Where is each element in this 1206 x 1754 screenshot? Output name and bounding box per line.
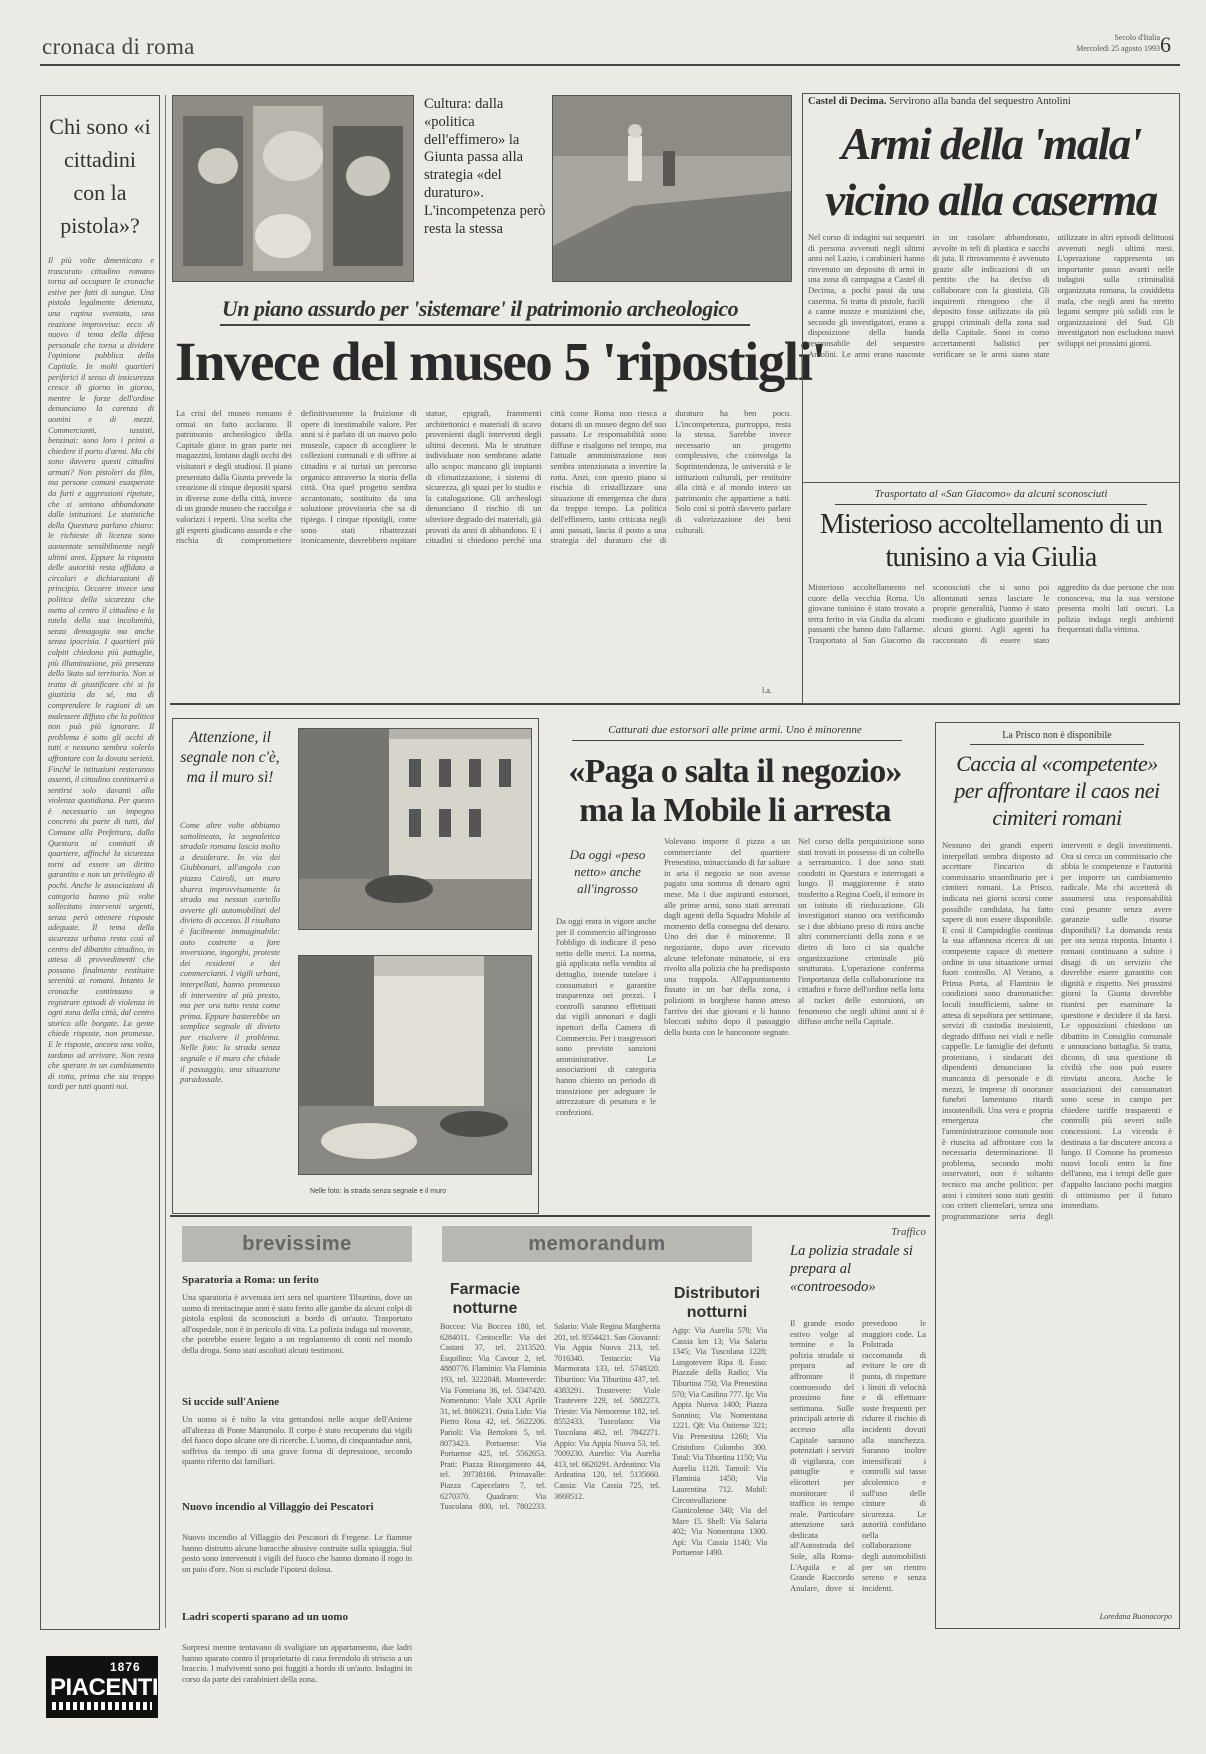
weapons-body: Nel corso di indagini sui sequestri di persona avvenuti negli ultimi anni nel Lazio, i carabinieri hanno rinvenuto un deposito di armi in una zona di campagna a Castel di Decima, a pochi passi da una caserma. Si tratta di pistole, fucili a canne mozze e munizioni che, secondo gli investigatori, erano a disposizione della banda responsabile del sequestro Antolini. Le armi erano nascoste in un casolare abbandonato, avvolte in teli di plastica e sacchi di juta. Il ritrovamento è avvenuto grazie alle indicazioni di un pentito che ha deciso di collaborare con la giustizia. Gli inquirenti ritengono che il deposito fosse utilizzato da più gruppi criminali della zona sud della Capitale. Sono in corso accertamenti balistici per verificare se le armi siano state utilizzate in altri episodi delittuosi avvenuti negli ultimi mesi. L'operazione rappresenta un importante passo avanti nelle indagini sulla criminalità organizzata romana, la cosiddetta mala, che negli anni ha stretto legami sempre più solidi con le organizzazioni del Sud. Gli investigatori non escludono nuovi sviluppi nei prossimi giorni. [808,232,1174,359]
stabbing-headline: Misterioso accoltellamento di un tunisino a via Giulia [819,509,1163,573]
extortion-kicker: Catturati due estorsori alle prime armi. Uno è minorenne [608,724,862,736]
museum-photo-right [552,95,792,282]
weapons-headline: Armi della 'mala' vicino alla caserma [825,119,1157,225]
museum-signature: l.a. [762,686,772,695]
paper-name: Secolo d'Italia [1114,33,1160,42]
street-photo-bottom [298,955,532,1175]
sidebar-rule [165,95,166,1628]
advert-name: PIACENTI [50,1674,159,1701]
museum-headline: Invece del museo 5 'ripostigli' [175,331,826,392]
street-photo-top [298,728,532,930]
brief-title-1: Sparatoria a Roma: un ferito [182,1274,319,1286]
brief-body-1: Una sparatoria è avvenuta ieri sera nel quartiere Tiburtino, dove un uomo di trentacinque anni è stato ferito alle gambe da alcuni colpi di pistola esplosi da sconosciuti a bordo di un'auto. Trasportato all'ospedale, non è in pericolo di vita. La polizia indaga sul movente, che potrebbe essere legato a un regolamento di conti nel mondo della droga. Sono stati ascoltati alcuni testimoni. [182,1292,412,1355]
brief-title-3: Nuovo incendio al Villaggio dei Pescatori [182,1501,374,1513]
header-rule [40,64,1180,66]
brief-body-4: Sorpresi mentre tentavano di svaligiare un appartamento, due ladri hanno sparato contro il proprietario di casa ferendolo di striscio a un braccio. I malviventi sono poi fuggiti a bordo di un'auto. Indagini in corso da parte dei carabinieri della zona. [182,1642,412,1684]
museum-body: La crisi del museo romano è ormai un fatto acclarato. Il patrimonio archeologico della Capitale giace in gran parte nei magazzini, lontano dagli occhi dei visitatori e degli studiosi. Il piano presentato dalla Giunta prevede la creazione di cinque depositi sparsi in diverse zone della città, invece di un grande museo che raccolga e valorizzi i reperti. Una scelta che gli esperti giudicano assurda e che rischia di compromettere definitivamente la fruizione di opere di inestimabile valore. Per anni si è parlato di un nuovo polo museale, capace di accogliere le collezioni comunali e di offrire ai cittadini e ai turisti un percorso organico attraverso la storia della città. Ora quel progetto sembra accantonato, sostituito da una soluzione provvisoria che sa di ripiego. I cinque ripostigli, come sono stati ribattezzati ironicamente, dovrebbero ospitare statue, epigrafi, frammenti architettonici e materiali di scavo provenienti dagli interventi degli ultimi decenni. Ma le strutture individuate non sembrano adatte allo scopo: mancano gli impianti di climatizzazione, i sistemi di sicurezza, gli spazi per lo studio e la catalogazione. Gli archeologi denunciano il rischio di un ulteriore degrado dei materiali, già provati da anni di abbandono. E i cittadini si chiedono perché una città come Roma non riesca a dotarsi di un museo degno del suo passato. Le responsabilità sono diffuse e risalgono nel tempo, ma l'attuale amministrazione non sembra intenzionata a invertire la rotta. Anzi, con questo piano si rischia di cristallizzare una situazione di emergenza che dura da troppo tempo. La politica dell'effimero, tanto criticata negli anni passati, lascia il posto a una strategia del duraturo che di duraturo ha ben poco. L'incompetenza, purtroppo, resta la stessa. Sarebbe invece necessario un progetto complessivo, che coinvolga la Soprintendenza, le università e le istituzioni culturali, per restituire alla città e al mondo intero un patrimonio che appartiene a tutti. Solo così si potrà davvero parlare di valorizzazione dei beni culturali. [176,408,791,546]
cemetery-headline: Caccia al «competente» per affrontare il caos nei cimiteri romani [954,751,1160,830]
extortion-kicker-underline [572,740,902,741]
cemetery-kicker-underline [970,744,1144,745]
traffic-body: Il grande esodo estivo volge al termine e la polizia stradale si prepara ad affrontare il controesodo del prossimo fine settimana. Sulle principali arterie di accesso alla Capitale saranno potenziati i servizi di vigilanza, con pattuglie e elicotteri per monitorare il traffico in tempo reale. Particolare attenzione sarà dedicata all'Autostrada del Sole, alla Roma-L'Aquila e al Grande Raccordo Anulare, dove si prevedono le maggiori code. La Polstrada raccomanda di evitare le ore di punta, di rispettare i limiti di velocità e di effettuare soste frequenti per ridurre il rischio di incidenti dovuti alla stanchezza. Saranno inoltre intensificati i controlli sul tasso alcolemico e sull'uso delle cinture di sicurezza. Le autorità confidano nella collaborazione degli automobilisti per un rientro sereno e senza incidenti. [790,1318,926,1593]
sidebar-headline: Chi sono «i cittadini con la pistola»? [49,114,151,238]
brief-title-4: Ladri scoperti sparano ad un uomo [182,1611,348,1623]
advert-stripe [52,1702,152,1710]
section-title: cronaca di roma [42,34,195,59]
wall-headline: Attenzione, il segnale non c'è, ma il muro sì! [180,729,280,786]
traffic-headline: La polizia stradale si prepara al «controesodo» [790,1243,913,1295]
fuel-list: Agip: Via Aurelia 570; Via Cassia km 13; Via Salaria 1345; Via Tuscolana 1228; Lungotevere Ripa 8. Esso: Piazzale della Radio; Via Tiburtina 750; Via Prenestina 570; Via Casilina 777. Ip: Via Appia Nuova 1400; Piazza Sonnino; Via Nomentana 1221. Q8: Via Ostiense 321; Via Prenestina 1260; Via Cristoforo Colombo 300. Total: Via Tiburtina 1150; Via Aurelia 1120. Tamoil: Via Flaminia 1450; Via Laurentina 712. Mobil: Circonvallazione Gianicolense 340; Via del Mare 15. Shell: Via Salaria 402; Via Nomentana 1300. Api: Via Cassia 1140; Via Portuense 1490. [672,1326,767,1558]
pharmacies-list: Boccea: Via Boccea 180, tel. 6284011. Centocelle: Via dei Castani 37, tel. 2313520. Esquilino: Via Cavour 2, tel. 4880776. Flaminio: Via Flaminia 193, tel. 3222048. Monteverde: Via Fonteiana 36, tel. 5347420. Nomentano: Viale XXI Aprile 31, tel. 8606231. Ostia Lido: Via Pietro Rosa 42, tel. 5622206. Parioli: Via Bertoloni 5, tel. 8073423. Portuense: Via Portuense 425, tel. 5562653. Prati: Piazza Risorgimento 44, tel. 39738166. Primavalle: Piazza Capecelatro 7, tel. 6270370. Quadraro: Via Tuscolana 800, tel. 7802233. Salario: Viale Regina Margherita 201, tel. 8554421. San Giovanni: Via Appia Nuova 213, tel. 7016340. Testaccio: Via Marmorata 133, tel. 5748320. Tiburtino: Via Tiburtina 437, tel. 4383291. Trastevere: Viale Trastevere 229, tel. 5882273. Trieste: Via Nemorense 182, tel. 8552433. Tuscolano: Via Tuscolana 462, tel. 7842271. Appio: Via Appia Nuova 53, tel. 7009230. Aurelio: Via Aurelia 413, tel. 6620291. Ardeatino: Via Ardeatina 120, tel. 5135660. Cassia: Via Cassia 725, tel. 3669512. [440,1322,660,1512]
museum-photo-left [172,95,414,282]
piacenti-advert [46,1656,158,1718]
cemetery-kicker: La Prisco non è disponibile [1002,730,1112,741]
issue-date: Mercoledì 25 agosto 1993 [1076,44,1160,53]
cemetery-signature: Loredana Buonocorpo [1099,1612,1172,1621]
weapons-kicker-rest: Servirono alla banda del sequestro Antolini [889,96,1071,107]
extortion-subhead: Da oggi «peso netto» anche all'ingrosso [569,847,646,896]
street-photo-caption: Nelle foto: la strada senza segnale e il muro [310,1188,447,1195]
advert-year: 1876 [110,1660,141,1674]
museum-kicker: Un piano assurdo per 'sistemare' il patrimonio archeologico [221,296,739,321]
pharmacies-title: Farmacie notturne [449,1281,521,1317]
museum-kicker-underline [220,324,750,326]
memorandum-banner: memorandum [442,1226,752,1262]
stabbing-kicker-underline [835,504,1147,505]
traffic-kicker: Traffico [891,1226,926,1238]
fuel-title: Distributori notturni [673,1285,761,1321]
sidebar-body: Il più volte dimenticato e trascurato cittadino romano torna ad occupare le cronache estive per fatti di sangue. Una pistola legalmente detenuta, una rapina sventata, una reazione improvvisa: ecco di nuovo il tema della difesa personale che torna a dividere l'opinione pubblica della Capitale. In molti quartieri periferici il senso di insicurezza cresce di giorno in giorno, mentre le forze dell'ordine denunciano la carenza di uomini e di mezzi. Commercianti, tassisti, benzinai: sono loro i primi a chiedere il porto d'armi. Ma chi sono davvero questi cittadini armati? Non pistoleri da film, ma persone comuni esasperate da furti e aggressioni ripetute, che si sentono abbandonate dalle istituzioni. Le statistiche della Questura parlano chiaro: le richieste di licenza sono aumentate sensibilmente negli ultimi anni. Eppure la risposta delle autorità resta affidata a circolari e dichiarazioni di principio. Occorre invece una politica della sicurezza che metta al centro il cittadino e la tutela della sua incolumità, senza demagogia ma anche senza ipocrisia. I quartieri più colpiti chiedono più pattuglie, più illuminazione, più presenza dello Stato sul territorio. Non si tratta di giustificare chi si fa giustizia da sé, ma di comprendere le ragioni di un malessere diffuso che la politica non può più ignorare. Il problema è sotto gli occhi di tutti e nessuno sembra volerlo affrontare con la dovuta serietà. Finché le istituzioni resteranno assenti, il cittadino continuerà a sentirsi solo davanti alla violenza quotidiana. Per questo è necessario un impegno concreto da parte di tutti, dal Comune alla Prefettura, dalla Questura ai comitati di quartiere, affinché la sicurezza torni ad essere un diritto garantito e non un privilegio di pochi. Anche le associazioni di categoria hanno più volte sollecitato interventi urgenti, senza però ottenere risposte adeguate. Il tema della sicurezza urbana resta così al centro del dibattito cittadino, in attesa di provvedimenti che possano finalmente restituire serenità ai romani. Intanto le cronache continuano a registrare episodi di violenza in ogni zona della città, dal centro storico alle borgate. La gente chiede risposte, non promesse. E le risposte, ancora una volta, tardano ad arrivare. Non resta che sperare in un cambiamento di rotta, prima che sia troppo tardi per tutti quanti noi. [48,256,154,1092]
brevissime-banner: brevissime [182,1226,412,1262]
page-number: 6 [1160,32,1171,57]
extortion-headline: «Paga o salta il negozio» ma la Mobile li arresta [568,753,902,829]
extortion-body: Volevano imporre il pizzo a un commerciante del quartiere Prenestino, minacciando di far saltare in aria il negozio se non avesse pagato una somma di denaro ogni mese. Ma i due aspiranti estorsori, alle prime armi, sono stati arrestati dagli agenti della Squadra Mobile al momento della consegna del denaro. Uno dei due è minorenne. Il negoziante, dopo aver ricevuto alcune telefonate minatorie, si era rivolto alla polizia che ha predisposto una trappola. All'appuntamento fissato in un bar della zona, i poliziotti in borghese hanno atteso l'arrivo dei due giovani e li hanno bloccati subito dopo il passaggio della busta con le banconote segnate. Nel corso della perquisizione sono stati trovati in possesso di un coltello a serramanico. I due sono stati condotti in Questura e interrogati a lungo. Il maggiorenne è stato trasferito a Regina Coeli, il minore in un istituto di rieducazione. Gli investigatori stanno ora verificando se i due abbiano preso di mira anche altri commercianti della zona e se dietro di loro ci sia qualche organizzazione criminale più strutturata. L'operazione conferma l'importanza della collaborazione tra cittadini e forze dell'ordine nella lotta al racket delle estorsioni, un fenomeno che negli ultimi anni si è diffuso anche nella Capitale. [664,836,924,1037]
stabbing-kicker: Trasportato al «San Giacomo» da alcuni sconosciuti [874,488,1108,500]
brief-title-2: Si uccide sull'Aniene [182,1396,280,1408]
stabbing-body: Misterioso accoltellamento nel cuore della vecchia Roma. Un giovane tunisino è stato trovato a terra ferito in via Giulia da alcuni passanti che hanno dato l'allarme. Trasportato al San Giacomo da sconosciuti che si sono poi allontanati senza lasciare le proprie generalità, l'uomo è stato medicato e giudicato guaribile in alcuni giorni. Agli agenti ha raccontato di essere stato aggredito da due persone che non conosceva, ma la sua versione presenta molti lati oscuri. La polizia indaga negli ambienti frequentati dalla vittima. [808,582,1174,645]
culture-standfirst: Cultura: dalla «politica dell'effimero» la Giunta passa alla strategia «del duraturo». L'incompetenza però resta la stessa [424,96,546,237]
weapons-kicker [808,96,1174,107]
cemetery-body: Nessuno dei grandi esperti interpellati sembra disposto ad accettare l'incarico di commissario straordinario per i cimiteri romani. La Prisco, indicata nei giorni scorsi come possibile candidata, ha fatto sapere di non essere disponibile. E così il Campidoglio continua la sua affannosa ricerca di un competente capace di mettere ordine in una situazione ormai fuori controllo. Al Verano, a Prima Porta, al Flaminio le condizioni sono drammatiche: loculi insufficienti, salme in attesa di sepoltura per settimane, servizi di custodia inesistenti, degrado diffuso nei viali e nelle cappelle. Le famiglie dei defunti protestano, i sindacati dei dipendenti denunciano la mancanza di personale e di mezzi, le imprese di onoranze funebri lamentano ritardi insostenibili. Una vera e propria emergenza che l'amministrazione comunale non è riuscita ad affrontare con la necessaria determinazione. Il problema, secondo molti osservatori, non è soltanto tecnico ma anche politico: per anni i cimiteri sono stati gestiti con criteri clientelari, senza una programmazione seria degli interventi e degli investimenti. Ora si cerca un commissario che abbia le competenze e l'autorità per imporre un cambiamento radicale. Ma chi accetterà di assumersi una responsabilità così pesante senza avere garanzie sulle risorse disponibili? La domanda resta per ora senza risposta. Intanto i romani continuano a subire i disagi di un servizio che dovrebbe essere garantito con dignità e rispetto. Nei prossimi giorni la Giunta dovrebbe riunirsi per esaminare la questione e decidere il da farsi. Le opposizioni chiedono un dibattito in Consiglio comunale e annunciano battaglia. Si tratta, dicono, di una questione di civiltà che non può essere rinviata ancora. Anche le associazioni dei consumatori sono scese in campo per chiedere tariffe trasparenti e controlli più severi sulle concessioni. La vicenda è destinata a far discutere ancora a lungo. Il Comune ha promesso nuovi loculi entro la fine dell'anno, ma i tempi delle gare d'appalto lasciano pochi margini di ottimismo per il futuro immediato. [942,840,1172,1221]
middle-section-rule [170,1215,930,1217]
brief-body-2: Un uomo si è tolto la vita gettandosi nelle acque dell'Aniene all'altezza di Ponte Mammolo. Il corpo è stato recuperato dai vigili del fuoco dopo alcune ore di ricerche. L'uomo, di cinquantadue anni, soffriva da tempo di una grave forma di depressione, secondo quanto riferito dai familiari. [182,1414,412,1467]
brief-body-3: Nuovo incendio al Villaggio dei Pescatori di Fregene. Le fiamme hanno distrutto alcune baracche abusive costruite sulla spiaggia. Sul posto sono intervenuti i vigili del fuoco che hanno domato il rogo in un paio d'ore. Non si esclude l'ipotesi dolosa. [182,1532,412,1574]
extortion-subhead-body: Da oggi entra in vigore anche per il commercio all'ingrosso l'obbligo di indicare il peso netto delle merci. La norma, già applicata nella vendita al dettaglio, intende tutelare i consumatori e garantire trasparenza nei prezzi. I controlli saranno effettuati dai vigili annonari e dagli ispettori della Camera di Commercio. Per i trasgressori sono previste sanzioni amministrative. Le associazioni di categoria hanno chiesto un periodo di transizione per adeguare le attrezzature di pesatura e le confezioni. [556,916,656,1117]
weapons-kicker-place: Castel di Decima. [808,96,887,107]
wall-body: Come altre volte abbiamo sottolineato, la segnaletica stradale romana lascia molto a desiderare. In via dei Giubbonari, all'angolo con piazza Cairoli, un muro sbarra improvvisamente la strada ma nessun cartello avverte gli automobilisti del divieto di accesso. Il risultato è facilmente immaginabile: auto costrette a fare inversione, ingorghi, proteste dei residenti e dei commercianti. I vigili urbani, interpellati, hanno promesso di intervenire al più presto, ma per ora tutto resta come prima. Eppure basterebbe un semplice segnale di divieto per risolvere il problema. Nelle foto: la strada senza segnale e il muro che chiude il passaggio, una situazione paradossale. [180,820,280,1085]
